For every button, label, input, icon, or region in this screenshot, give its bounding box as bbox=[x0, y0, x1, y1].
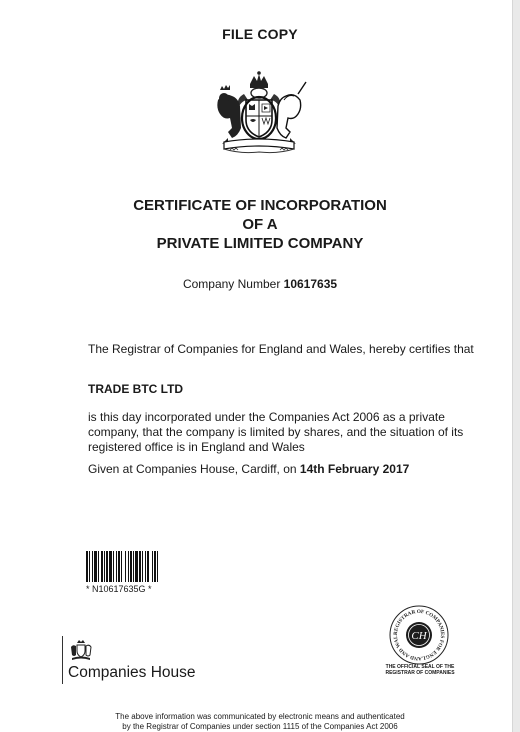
barcode-bar bbox=[139, 551, 141, 582]
barcode-bar bbox=[125, 551, 126, 582]
incorporation-statement: is this day incorporated under the Companies Act 2006 as a private company, that the company is limited by shares, and the situation of its registered office is in England and Wales bbox=[88, 410, 464, 454]
barcode-bar bbox=[157, 551, 158, 582]
footer-line-1: The above information was communicated by electronic means and authenticated bbox=[115, 712, 405, 721]
barcode-bar bbox=[104, 551, 105, 582]
official-seal bbox=[388, 604, 450, 666]
barcode-bar bbox=[89, 551, 90, 582]
seal-caption-line-1: THE OFFICIAL SEAL OF THE bbox=[385, 664, 455, 670]
company-number-value: 10617635 bbox=[283, 277, 338, 291]
file-copy-heading: FILE COPY bbox=[222, 26, 298, 42]
company-name: TRADE BTC LTD bbox=[88, 382, 184, 396]
seal-monogram: CH bbox=[411, 630, 427, 642]
barcode-bar bbox=[135, 551, 138, 582]
barcode-bar bbox=[92, 551, 93, 582]
footer-note bbox=[0, 712, 520, 732]
barcode-text: * N10617635G * bbox=[86, 584, 152, 594]
barcode-bar bbox=[101, 551, 103, 582]
barcode-bar bbox=[109, 551, 112, 582]
footer-line-2: by the Registrar of Companies under section 1115 of the Companies Act 2006 bbox=[122, 722, 398, 731]
logo-rule bbox=[62, 636, 63, 684]
title-line-2: OF A bbox=[242, 216, 278, 233]
barcode-bar bbox=[118, 551, 120, 582]
barcode-bar bbox=[154, 551, 156, 582]
barcode-bar bbox=[94, 551, 97, 582]
given-statement bbox=[88, 462, 474, 477]
barcode bbox=[86, 551, 186, 582]
barcode-bar bbox=[130, 551, 132, 582]
barcode-bar bbox=[116, 551, 117, 582]
certifies-text: The Registrar of Companies for England and Wales, hereby certifies that bbox=[88, 342, 474, 356]
barcode-bar bbox=[142, 551, 143, 582]
certificate-title bbox=[0, 196, 520, 253]
barcode-bar bbox=[113, 551, 114, 582]
barcode-bar bbox=[86, 551, 88, 582]
seal-ring-text: REGISTRAR OF COMPANIES FOR ENGLAND AND WAL bbox=[392, 608, 446, 662]
barcode-bar bbox=[147, 551, 149, 582]
barcode-bar bbox=[121, 551, 122, 582]
incorporation-date: 14th February 2017 bbox=[299, 462, 410, 476]
barcode-bar bbox=[128, 551, 129, 582]
page-edge bbox=[512, 0, 520, 732]
company-number bbox=[0, 277, 520, 291]
seal-caption bbox=[374, 664, 466, 676]
company-number-label: Company Number bbox=[182, 277, 281, 291]
royal-coat-of-arms-icon bbox=[210, 70, 308, 154]
barcode-bar bbox=[133, 551, 134, 582]
barcode-bar bbox=[106, 551, 108, 582]
title-line-3: PRIVATE LIMITED COMPANY bbox=[156, 235, 364, 252]
royal-crest-icon bbox=[69, 639, 93, 661]
seal-caption-line-2: REGISTRAR OF COMPANIES bbox=[385, 670, 455, 676]
companies-house-logo bbox=[62, 636, 202, 686]
title-line-1: CERTIFICATE OF INCORPORATION bbox=[133, 197, 387, 214]
barcode-bar bbox=[145, 551, 146, 582]
barcode-bar bbox=[152, 551, 153, 582]
barcode-bar bbox=[98, 551, 99, 582]
companies-house-name: Companies House bbox=[68, 664, 196, 681]
given-prefix: Given at Companies House, Cardiff, on bbox=[88, 462, 297, 476]
